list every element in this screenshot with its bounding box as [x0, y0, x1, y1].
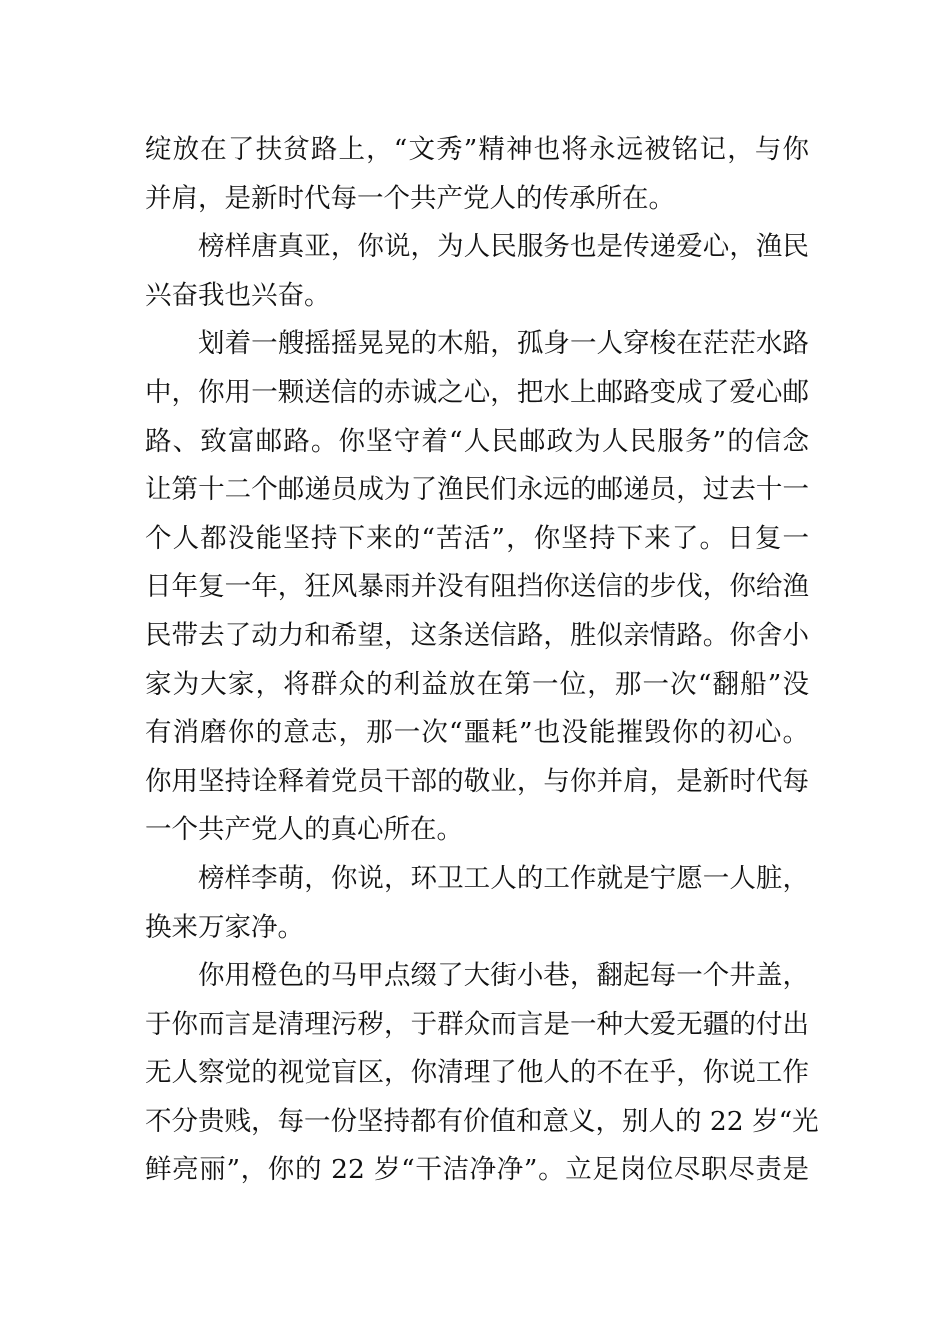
text-line: 民带去了动力和希望，这条送信路，胜似亲情路。你舍小 — [145, 619, 809, 651]
text-line: 路、致富邮路。你坚守着“人民邮政为人民服务”的信念 — [145, 425, 809, 457]
text-line: 于你而言是清理污秽，于群众而言是一种大爱无疆的付出 — [145, 1008, 809, 1040]
paragraph-first-line: 榜样李萌，你说，环卫工人的工作就是宁愿一人脏， — [198, 862, 809, 894]
text-line: 家为大家，将群众的利益放在第一位，那一次“翻船”没 — [145, 668, 809, 700]
text-line: 换来万家净。 — [145, 911, 304, 943]
text-line: 绽放在了扶贫路上，“文秀”精神也将永远被铭记，与你 — [145, 134, 809, 165]
text-line: 并肩，是新时代每一个共产党人的传承所在。 — [145, 182, 675, 214]
text-line: 个人都没能坚持下来的“苦活”，你坚持下来了。日复一 — [145, 522, 809, 554]
text-line: 鲜亮丽”，你的 22 岁“干洁净净”。立足岗位尽职尽责是 — [145, 1154, 809, 1186]
text-line: 兴奋我也兴奋。 — [145, 279, 331, 311]
paragraph-first-line: 划着一艘摇摇晃晃的木船，孤身一人穿梭在茫茫水路 — [198, 328, 809, 360]
paragraph-first-line: 你用橙色的马甲点缀了大街小巷，翻起每一个井盖， — [198, 960, 809, 992]
text-line: 日年复一年，狂风暴雨并没有阻挡你送信的步伐，你给渔 — [145, 571, 809, 603]
paragraph-first-line: 榜样唐真亚，你说，为人民服务也是传递爱心，渔民 — [198, 231, 809, 263]
text-line: 你用坚持诠释着党员干部的敬业，与你并肩，是新时代每 — [145, 765, 809, 797]
text-line: 有消磨你的意志，那一次“噩耗”也没能摧毁你的初心。 — [145, 717, 809, 749]
text-line: 一个共产党人的真心所在。 — [145, 814, 463, 846]
text-line: 不分贵贱，每一份坚持都有价值和意义，别人的 22 岁“光 — [145, 1105, 819, 1137]
text-line: 让第十二个邮递员成为了渔民们永远的邮递员，过去十一 — [145, 474, 809, 506]
text-line: 无人察觉的视觉盲区，你清理了他人的不在乎，你说工作 — [145, 1057, 809, 1089]
body-text — [145, 126, 819, 1195]
text-line: 中，你用一颗送信的赤诚之心，把水上邮路变成了爱心邮 — [145, 376, 809, 408]
